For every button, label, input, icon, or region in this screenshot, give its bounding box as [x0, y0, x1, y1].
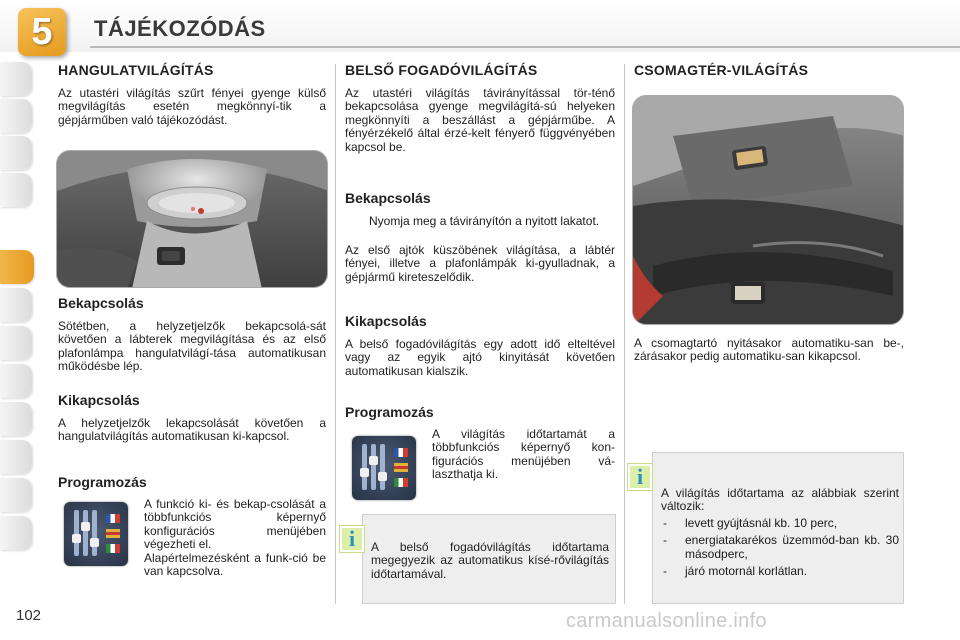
- duration-list: [661, 517, 899, 583]
- list-item: - energiatakarékos üzemmód-ban kb. 30 másodperc,: [663, 533, 899, 561]
- chapter-tab[interactable]: [0, 478, 32, 512]
- on-bullet-welcome: [345, 215, 615, 228]
- info-icon: i: [628, 464, 652, 490]
- list-item: - levett gyújtásnál kb. 10 perc,: [663, 516, 838, 530]
- column-divider: [335, 64, 336, 604]
- prog-text-welcome: A világítás időtartamát a többfunkciós képernyő kon-figurációs menüjében vá-laszthatja ki.: [432, 427, 615, 482]
- chapter-tab[interactable]: [0, 516, 32, 550]
- watermark: carmanualsonline.info: [566, 610, 767, 632]
- off-heading-ambient: Kikapcsolás: [58, 392, 140, 408]
- multifunction-screen-config-icon: [64, 502, 128, 566]
- header-rule: [90, 46, 960, 48]
- prog-heading-welcome: Programozás: [345, 404, 434, 420]
- off-text-welcome: A belső fogadóvilágítás egy adott idő elteltével vagy az egyik ajtó kinyitását követően automatikusan kialszik.: [345, 337, 615, 378]
- welcome-intro-text: Az utastéri világítás távirányítással tör-ténő bekapcsolása gyenge megvilágítá-sú helyeken megkönnyíti a beszállást a gépjárműbe. A fényérzékelő által érzé-kelt fényerő függvényében kapcsol be.: [345, 86, 615, 154]
- chapter-tab[interactable]: [0, 326, 32, 360]
- chapter-tab[interactable]: [0, 136, 32, 170]
- ambient-intro-text: Az utastéri világítás szűrt fényei gyenge külső megvilágítás esetén megkönnyí-tik a gépjárműben való tájékozódást.: [58, 86, 326, 127]
- prog-heading-ambient: Programozás: [58, 474, 147, 490]
- chapter-tab[interactable]: [0, 364, 32, 398]
- page-number: 102: [16, 607, 42, 624]
- chapter-tab[interactable]: [0, 402, 32, 436]
- prog-text-ambient-2: Alapértelmezésként a funk-ció be van kapcsolva.: [144, 551, 326, 579]
- on-text-ambient: Sötétben, a helyzetjelzők bekapcsolá-sát követően a lábterek megvilágítása és az első plafonlámpa hangulatvilágí-tása automatikusan működésbe lép.: [58, 319, 326, 374]
- multifunction-screen-config-icon: [352, 436, 416, 500]
- chapter-tab[interactable]: [0, 99, 32, 133]
- chapter-tab[interactable]: [0, 440, 32, 474]
- on-heading-welcome: Bekapcsolás: [345, 190, 431, 206]
- section-heading-welcome-lighting: BELSŐ FOGADÓVILÁGÍTÁS: [345, 62, 538, 78]
- prog-text-ambient-1: A funkció ki- és bekap-csolását a többfunkciós képernyő konfigurációs menüjében végezheti el.: [144, 497, 326, 552]
- on-bullet-text: Nyomja meg a távirányítón a nyitott lakatot.: [369, 214, 600, 228]
- boot-light-photo: [632, 95, 904, 325]
- page-title: TÁJÉKOZÓDÁS: [94, 16, 266, 41]
- ceiling-light-photo: [56, 150, 328, 288]
- section-heading-ambient-lighting: HANGULATVILÁGÍTÁS: [58, 62, 214, 78]
- chapter-badge: 5: [18, 8, 66, 56]
- info-text-welcome: A belső fogadóvilágítás időtartama megegyezik az automatikus kísé-rővilágítás időtartamával.: [371, 540, 609, 581]
- list-item: - járó motornál korlátlan.: [663, 564, 808, 579]
- section-heading-boot-lighting: CSOMAGTÉR-VILÁGÍTÁS: [634, 62, 809, 78]
- chapter-tab-active[interactable]: [0, 250, 34, 284]
- off-text-ambient: A helyzetjelzők lekapcsolását követően a hangulatvilágítás automatikusan ki-kapcsol.: [58, 416, 326, 444]
- on-text-welcome: Az első ajtók küszöbének világítása, a lábtér fényei, illetve a plafonlámpák ki-gyulladnak, a gépjármű kireteszelődik.: [345, 243, 615, 284]
- info-icon: i: [340, 526, 364, 552]
- info-box-boot: [652, 452, 904, 604]
- chapter-tab[interactable]: [0, 173, 32, 207]
- info-intro-boot: A világítás időtartama az alábbiak szerint változik:: [661, 486, 899, 514]
- off-heading-welcome: Kikapcsolás: [345, 313, 427, 329]
- chapter-tab[interactable]: [0, 288, 32, 322]
- on-heading-ambient: Bekapcsolás: [58, 295, 144, 311]
- info-box-welcome: [362, 514, 616, 604]
- boot-text: A csomagtartó nyitásakor automatiku-san be-, zárásakor pedig automatiku-san kikapcsol.: [634, 336, 904, 364]
- column-divider: [624, 64, 625, 604]
- chapter-tab[interactable]: [0, 62, 32, 96]
